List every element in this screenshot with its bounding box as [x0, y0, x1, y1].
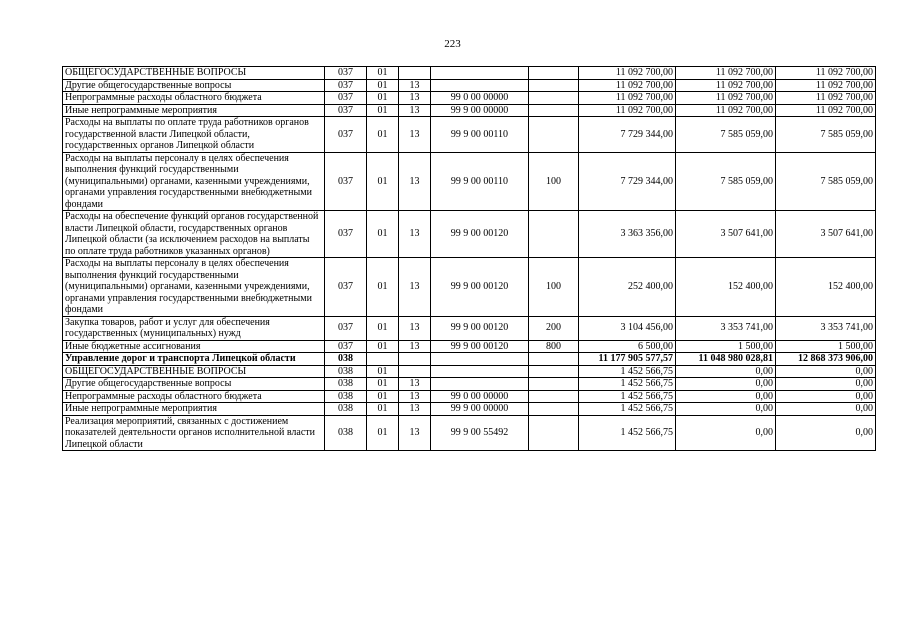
- cell-amount-year-1: 11 092 700,00: [579, 79, 676, 92]
- cell-section: 01: [367, 67, 399, 80]
- cell-section: 01: [367, 104, 399, 117]
- cell-section: 01: [367, 390, 399, 403]
- cell-subsection: 13: [399, 415, 431, 451]
- cell-amount-year-1: 252 400,00: [579, 258, 676, 317]
- table-body: [63, 67, 876, 451]
- cell-amount-year-2: 1 500,00: [676, 340, 776, 353]
- cell-amount-year-3: 0,00: [776, 403, 876, 416]
- cell-ministry: 038: [325, 403, 367, 416]
- cell-subsection: 13: [399, 104, 431, 117]
- cell-expense-type: [529, 365, 579, 378]
- table-row: [63, 403, 876, 416]
- cell-expense-type: 200: [529, 316, 579, 340]
- table-row: [63, 104, 876, 117]
- cell-amount-year-3: 11 092 700,00: [776, 79, 876, 92]
- cell-amount-year-1: 11 177 905 577,57: [579, 353, 676, 366]
- cell-target-article: 99 0 00 00000: [431, 92, 529, 105]
- cell-section: 01: [367, 152, 399, 211]
- cell-amount-year-1: 7 729 344,00: [579, 117, 676, 153]
- cell-amount-year-2: 3 507 641,00: [676, 211, 776, 258]
- cell-subsection: [399, 67, 431, 80]
- cell-section: 01: [367, 258, 399, 317]
- cell-section: 01: [367, 316, 399, 340]
- cell-expense-type: [529, 390, 579, 403]
- cell-section: [367, 353, 399, 366]
- cell-amount-year-1: 3 104 456,00: [579, 316, 676, 340]
- cell-subsection: 13: [399, 211, 431, 258]
- cell-name: Расходы на обеспечение функций органов государственной власти Липецкой области, государственных органов Липецкой области (за исключением расходов на выплаты по оплате труда работников указанных органов): [63, 211, 325, 258]
- cell-target-article: 99 9 00 00000: [431, 104, 529, 117]
- cell-amount-year-3: 0,00: [776, 378, 876, 391]
- cell-amount-year-1: 1 452 566,75: [579, 415, 676, 451]
- budget-table: [62, 66, 876, 451]
- cell-expense-type: [529, 378, 579, 391]
- cell-amount-year-3: 7 585 059,00: [776, 117, 876, 153]
- cell-amount-year-1: 1 452 566,75: [579, 378, 676, 391]
- cell-target-article: 99 9 00 00120: [431, 340, 529, 353]
- cell-amount-year-3: 3 353 741,00: [776, 316, 876, 340]
- cell-section: 01: [367, 378, 399, 391]
- cell-name: Непрограммные расходы областного бюджета: [63, 390, 325, 403]
- cell-expense-type: [529, 211, 579, 258]
- cell-amount-year-1: 1 452 566,75: [579, 403, 676, 416]
- cell-section: 01: [367, 92, 399, 105]
- cell-section: 01: [367, 340, 399, 353]
- cell-expense-type: 100: [529, 152, 579, 211]
- cell-name: Управление дорог и транспорта Липецкой области: [63, 353, 325, 366]
- cell-expense-type: [529, 403, 579, 416]
- cell-name: Иные непрограммные мероприятия: [63, 104, 325, 117]
- table-row: [63, 340, 876, 353]
- cell-section: 01: [367, 79, 399, 92]
- cell-amount-year-2: 11 092 700,00: [676, 67, 776, 80]
- cell-amount-year-1: 7 729 344,00: [579, 152, 676, 211]
- cell-target-article: [431, 378, 529, 391]
- table-row: [63, 152, 876, 211]
- cell-amount-year-2: 0,00: [676, 403, 776, 416]
- cell-subsection: 13: [399, 258, 431, 317]
- table-row: [63, 67, 876, 80]
- cell-ministry: 038: [325, 415, 367, 451]
- cell-ministry: 037: [325, 340, 367, 353]
- cell-subsection: [399, 353, 431, 366]
- cell-amount-year-1: 11 092 700,00: [579, 67, 676, 80]
- cell-target-article: [431, 353, 529, 366]
- cell-name: Реализация мероприятий, связанных с достижением показателей деятельности органов исполнительной власти Липецкой области: [63, 415, 325, 451]
- cell-target-article: 99 9 00 00110: [431, 117, 529, 153]
- cell-amount-year-1: 6 500,00: [579, 340, 676, 353]
- cell-target-article: 99 9 00 00120: [431, 211, 529, 258]
- cell-amount-year-2: 0,00: [676, 378, 776, 391]
- cell-ministry: 037: [325, 211, 367, 258]
- cell-amount-year-1: 11 092 700,00: [579, 92, 676, 105]
- table-row: [63, 390, 876, 403]
- cell-expense-type: [529, 353, 579, 366]
- cell-ministry: 038: [325, 390, 367, 403]
- cell-ministry: 037: [325, 67, 367, 80]
- cell-section: 01: [367, 415, 399, 451]
- cell-target-article: 99 9 00 00000: [431, 403, 529, 416]
- cell-amount-year-1: 1 452 566,75: [579, 390, 676, 403]
- cell-subsection: 13: [399, 403, 431, 416]
- cell-expense-type: [529, 104, 579, 117]
- cell-expense-type: [529, 117, 579, 153]
- cell-name: Иные бюджетные ассигнования: [63, 340, 325, 353]
- cell-name: Другие общегосударственные вопросы: [63, 378, 325, 391]
- cell-amount-year-2: 0,00: [676, 365, 776, 378]
- cell-amount-year-3: 11 092 700,00: [776, 67, 876, 80]
- cell-ministry: 038: [325, 378, 367, 391]
- cell-amount-year-3: 7 585 059,00: [776, 152, 876, 211]
- cell-target-article: 99 0 00 00000: [431, 390, 529, 403]
- cell-subsection: 13: [399, 92, 431, 105]
- cell-amount-year-2: 3 353 741,00: [676, 316, 776, 340]
- table-row: [63, 316, 876, 340]
- cell-name: Расходы на выплаты персоналу в целях обеспечения выполнения функций государственными (муниципальными) органами, казенными учреждениями, органами управления государственными внебюджетными фондами: [63, 258, 325, 317]
- cell-name: Непрограммные расходы областного бюджета: [63, 92, 325, 105]
- cell-subsection: 13: [399, 390, 431, 403]
- cell-amount-year-2: 7 585 059,00: [676, 117, 776, 153]
- cell-ministry: 037: [325, 316, 367, 340]
- table-row: [63, 365, 876, 378]
- table-row: [63, 117, 876, 153]
- cell-amount-year-3: 1 500,00: [776, 340, 876, 353]
- cell-target-article: 99 9 00 00120: [431, 316, 529, 340]
- table-row: [63, 211, 876, 258]
- cell-section: 01: [367, 365, 399, 378]
- cell-subsection: [399, 365, 431, 378]
- cell-amount-year-3: 152 400,00: [776, 258, 876, 317]
- cell-expense-type: [529, 415, 579, 451]
- table-row: [63, 415, 876, 451]
- cell-name: Иные непрограммные мероприятия: [63, 403, 325, 416]
- cell-ministry: 037: [325, 104, 367, 117]
- cell-amount-year-2: 0,00: [676, 390, 776, 403]
- cell-amount-year-3: 11 092 700,00: [776, 92, 876, 105]
- cell-expense-type: 800: [529, 340, 579, 353]
- cell-ministry: 037: [325, 79, 367, 92]
- cell-ministry: 037: [325, 117, 367, 153]
- cell-subsection: 13: [399, 340, 431, 353]
- cell-expense-type: [529, 79, 579, 92]
- cell-name: ОБЩЕГОСУДАРСТВЕННЫЕ ВОПРОСЫ: [63, 67, 325, 80]
- cell-section: 01: [367, 117, 399, 153]
- cell-ministry: 038: [325, 353, 367, 366]
- cell-ministry: 037: [325, 152, 367, 211]
- cell-subsection: 13: [399, 79, 431, 92]
- cell-expense-type: [529, 67, 579, 80]
- cell-name: ОБЩЕГОСУДАРСТВЕННЫЕ ВОПРОСЫ: [63, 365, 325, 378]
- cell-expense-type: [529, 92, 579, 105]
- cell-subsection: 13: [399, 152, 431, 211]
- cell-amount-year-1: 3 363 356,00: [579, 211, 676, 258]
- cell-expense-type: 100: [529, 258, 579, 317]
- cell-target-article: [431, 365, 529, 378]
- cell-target-article: [431, 79, 529, 92]
- cell-amount-year-3: 0,00: [776, 365, 876, 378]
- cell-amount-year-2: 11 092 700,00: [676, 92, 776, 105]
- cell-amount-year-2: 0,00: [676, 415, 776, 451]
- cell-target-article: 99 9 00 00110: [431, 152, 529, 211]
- table-row: [63, 79, 876, 92]
- cell-amount-year-2: 152 400,00: [676, 258, 776, 317]
- table-row: [63, 353, 876, 366]
- table-row: [63, 258, 876, 317]
- cell-section: 01: [367, 211, 399, 258]
- cell-ministry: 037: [325, 258, 367, 317]
- cell-amount-year-3: 0,00: [776, 390, 876, 403]
- cell-amount-year-3: 0,00: [776, 415, 876, 451]
- cell-ministry: 037: [325, 92, 367, 105]
- cell-amount-year-1: 1 452 566,75: [579, 365, 676, 378]
- cell-amount-year-2: 7 585 059,00: [676, 152, 776, 211]
- cell-amount-year-1: 11 092 700,00: [579, 104, 676, 117]
- cell-amount-year-3: 11 092 700,00: [776, 104, 876, 117]
- cell-name: Закупка товаров, работ и услуг для обеспечения государственных (муниципальных) нужд: [63, 316, 325, 340]
- cell-amount-year-2: 11 048 980 028,81: [676, 353, 776, 366]
- cell-subsection: 13: [399, 378, 431, 391]
- table-row: [63, 378, 876, 391]
- cell-name: Расходы на выплаты по оплате труда работников органов государственной власти Липецкой области, государственных органов Липецкой области: [63, 117, 325, 153]
- page-number: 223: [444, 38, 461, 50]
- cell-ministry: 038: [325, 365, 367, 378]
- cell-amount-year-3: 3 507 641,00: [776, 211, 876, 258]
- cell-section: 01: [367, 403, 399, 416]
- cell-name: Расходы на выплаты персоналу в целях обеспечения выполнения функций государственными (муниципальными) органами, казенными учреждениями, органами управления государственными внебюджетными фондами: [63, 152, 325, 211]
- cell-subsection: 13: [399, 316, 431, 340]
- cell-amount-year-2: 11 092 700,00: [676, 79, 776, 92]
- cell-target-article: 99 9 00 00120: [431, 258, 529, 317]
- table-row: [63, 92, 876, 105]
- cell-amount-year-3: 12 868 373 906,00: [776, 353, 876, 366]
- cell-amount-year-2: 11 092 700,00: [676, 104, 776, 117]
- cell-subsection: 13: [399, 117, 431, 153]
- cell-name: Другие общегосударственные вопросы: [63, 79, 325, 92]
- cell-target-article: [431, 67, 529, 80]
- cell-target-article: 99 9 00 55492: [431, 415, 529, 451]
